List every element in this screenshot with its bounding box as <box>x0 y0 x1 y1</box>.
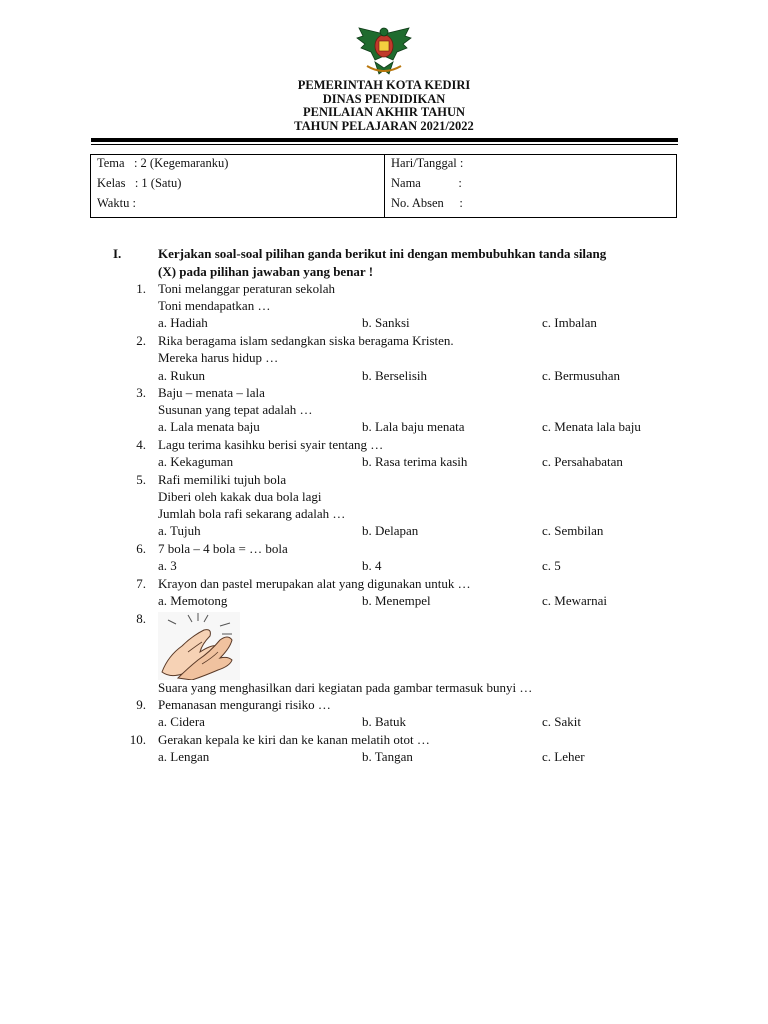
question-number: 9. <box>136 697 146 712</box>
header-rule-thick <box>91 138 678 142</box>
option-b: b. 4 <box>362 558 382 573</box>
question-text: Lagu terima kasihku berisi syair tentang … <box>158 437 384 452</box>
question-text: Rafi memiliki tujuh bola <box>158 472 287 487</box>
option-a: a. 3 <box>158 558 177 573</box>
question-number: 7. <box>136 576 146 591</box>
option-a: a. Lala menata baju <box>158 419 260 434</box>
question-number: 8. <box>136 611 146 626</box>
info-hari-tanggal: Hari/Tanggal : <box>391 156 464 170</box>
info-kelas: Kelas : 1 (Satu) <box>97 176 182 190</box>
question-text: Krayon dan pastel merupakan alat yang digunakan untuk … <box>158 576 471 591</box>
garuda-emblem-icon <box>355 26 413 76</box>
option-b: b. Rasa terima kasih <box>362 454 468 469</box>
question-number: 2. <box>136 333 146 348</box>
option-a: a. Memotong <box>158 593 228 608</box>
option-c: c. Sakit <box>542 714 581 729</box>
option-c: c. Imbalan <box>542 315 597 330</box>
info-waktu: Waktu : <box>97 196 136 210</box>
option-c: c. Leher <box>542 749 585 764</box>
option-b: b. Menempel <box>362 593 431 608</box>
instruction-line-2: (X) pada pilihan jawaban yang benar ! <box>158 264 374 279</box>
question-text: Baju – menata – lala <box>158 385 265 400</box>
question-number: 6. <box>136 541 146 556</box>
question-text: Suara yang menghasilkan dari kegiatan pada gambar termasuk bunyi … <box>158 680 533 695</box>
info-table-divider <box>384 155 385 217</box>
question-text: Toni mendapatkan … <box>158 298 271 313</box>
question-number: 3. <box>136 385 146 400</box>
question-text: Jumlah bola rafi sekarang adalah … <box>158 506 346 521</box>
student-info-table <box>90 154 677 218</box>
option-c: c. Menata lala baju <box>542 419 641 434</box>
clapping-hands-icon <box>158 612 240 680</box>
option-a: a. Tujuh <box>158 523 201 538</box>
question-number: 10. <box>129 732 146 747</box>
info-nama: Nama : <box>391 176 462 190</box>
question-text: Toni melanggar peraturan sekolah <box>158 281 336 296</box>
option-c: c. 5 <box>542 558 561 573</box>
info-no-absen: No. Absen : <box>391 196 463 210</box>
option-b: b. Delapan <box>362 523 419 538</box>
info-tema: Tema : 2 (Kegemaranku) <box>97 156 229 170</box>
option-c: c. Persahabatan <box>542 454 623 469</box>
option-c: c. Sembilan <box>542 523 604 538</box>
header-line-3: PENILAIAN AKHIR TAHUN <box>302 105 466 119</box>
option-b: b. Berselisih <box>362 368 427 383</box>
option-b: b. Lala baju menata <box>362 419 465 434</box>
option-a: a. Kekaguman <box>158 454 234 469</box>
instruction-line-1: Kerjakan soal-soal pilihan ganda berikut ini dengan membubuhkan tanda silang <box>158 246 607 261</box>
option-b: b. Sanksi <box>362 315 410 330</box>
header-line-2: DINAS PENDIDIKAN <box>322 91 446 106</box>
option-a: a. Lengan <box>158 749 210 764</box>
question-text: Rika beragama islam sedangkan siska beragama Kristen. <box>158 333 454 348</box>
header-line-4: TAHUN PELAJARAN 2021/2022 <box>294 118 474 133</box>
question-text: Susunan yang tepat adalah … <box>158 402 313 417</box>
option-a: a. Rukun <box>158 368 205 383</box>
question-text: 7 bola – 4 bola = … bola <box>158 541 288 556</box>
section-roman-numeral: I. <box>113 246 122 261</box>
header-line-1: PEMERINTAH KOTA KEDIRI <box>297 78 471 92</box>
document-header <box>0 79 768 133</box>
question-text: Diberi oleh kakak dua bola lagi <box>158 489 322 504</box>
question-text: Pemanasan mengurangi risiko … <box>158 697 331 712</box>
option-b: b. Tangan <box>362 749 413 764</box>
question-number: 4. <box>136 437 146 452</box>
option-a: a. Hadiah <box>158 315 208 330</box>
question-number: 1. <box>136 281 146 296</box>
question-number: 5. <box>136 472 146 487</box>
option-c: c. Bermusuhan <box>542 368 620 383</box>
header-rule-thin <box>91 144 678 145</box>
option-a: a. Cidera <box>158 714 205 729</box>
option-b: b. Batuk <box>362 714 407 729</box>
question-text: Gerakan kepala ke kiri dan ke kanan melatih otot … <box>158 732 430 747</box>
question-text: Mereka harus hidup … <box>158 350 279 365</box>
option-c: c. Mewarnai <box>542 593 607 608</box>
